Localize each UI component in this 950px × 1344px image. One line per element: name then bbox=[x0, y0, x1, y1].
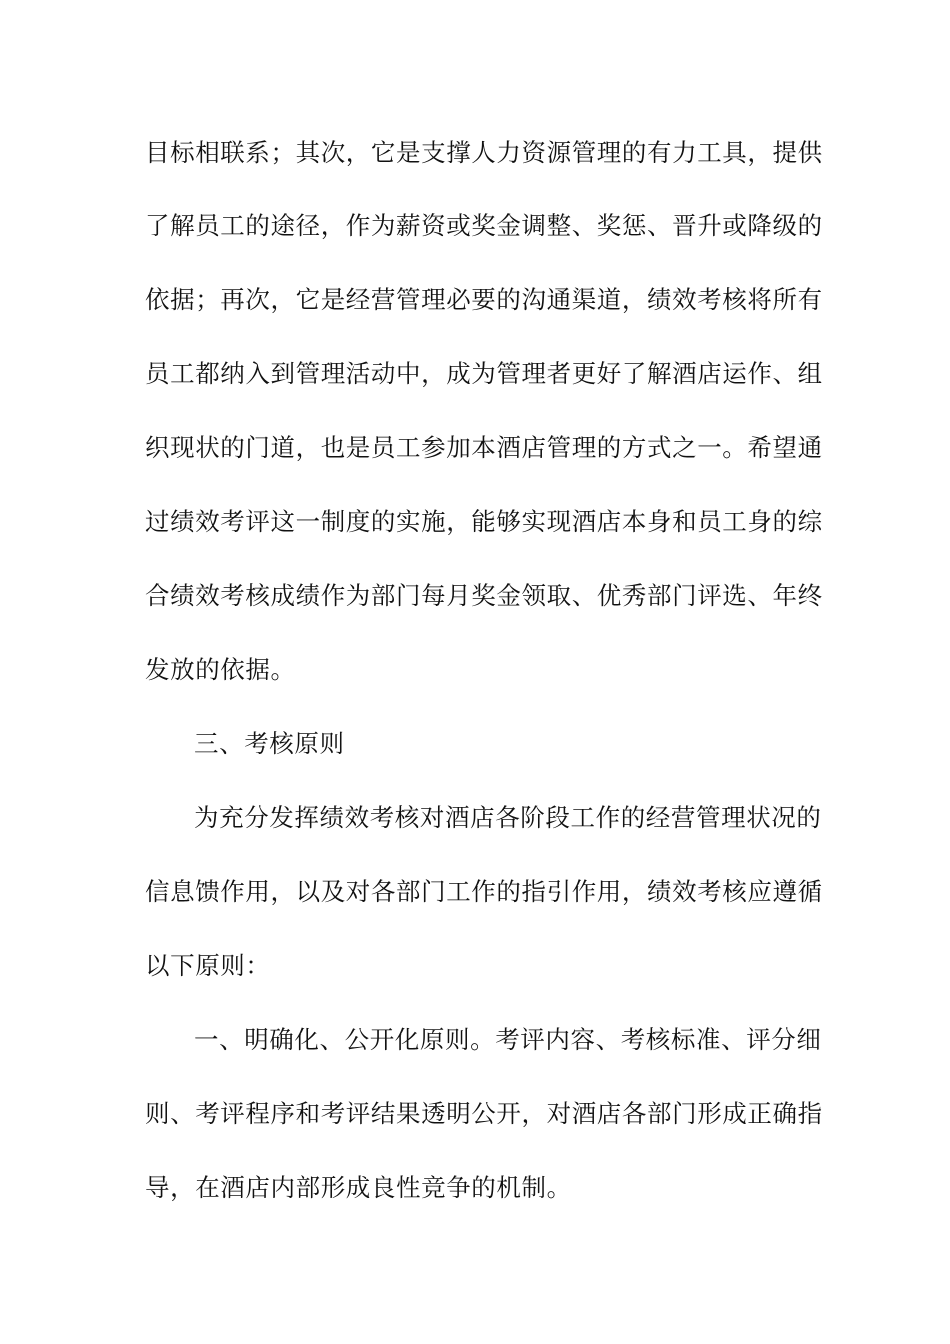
text-line: 目标相联系；其次，它是支撑人力资源管理的有力工具，提供 bbox=[145, 138, 823, 167]
text-line: 合绩效考核成绩作为部门每月奖金领取、优秀部门评选、年终 bbox=[145, 581, 823, 610]
text-line: 导，在酒店内部形成良性竞争的机制。 bbox=[145, 1173, 572, 1202]
section-heading: 三、考核原则 bbox=[194, 729, 345, 758]
text-line: 织现状的门道，也是员工参加本酒店管理的方式之一。希望通 bbox=[145, 433, 823, 462]
text-line: 为充分发挥绩效考核对酒店各阶段工作的经营管理状况的 bbox=[194, 803, 822, 832]
text-line: 则、考评程序和考评结果透明公开，对酒店各部门形成正确指 bbox=[145, 1099, 823, 1128]
text-line: 以下原则： bbox=[145, 951, 271, 980]
text-line: 依据；再次，它是经营管理必要的沟通渠道，绩效考核将所有 bbox=[145, 285, 823, 314]
text-line: 员工都纳入到管理活动中，成为管理者更好了解酒店运作、组 bbox=[145, 359, 823, 388]
text-line: 信息馈作用，以及对各部门工作的指引作用，绩效考核应遵循 bbox=[145, 877, 823, 906]
text-line: 过绩效考评这一制度的实施，能够实现酒店本身和员工身的综 bbox=[145, 507, 823, 536]
text-line: 了解员工的途径，作为薪资或奖金调整、奖惩、晋升或降级的 bbox=[145, 211, 823, 240]
text-line: 一、明确化、公开化原则。考评内容、考核标准、评分细 bbox=[194, 1025, 822, 1054]
text-line: 发放的依据。 bbox=[145, 655, 296, 684]
